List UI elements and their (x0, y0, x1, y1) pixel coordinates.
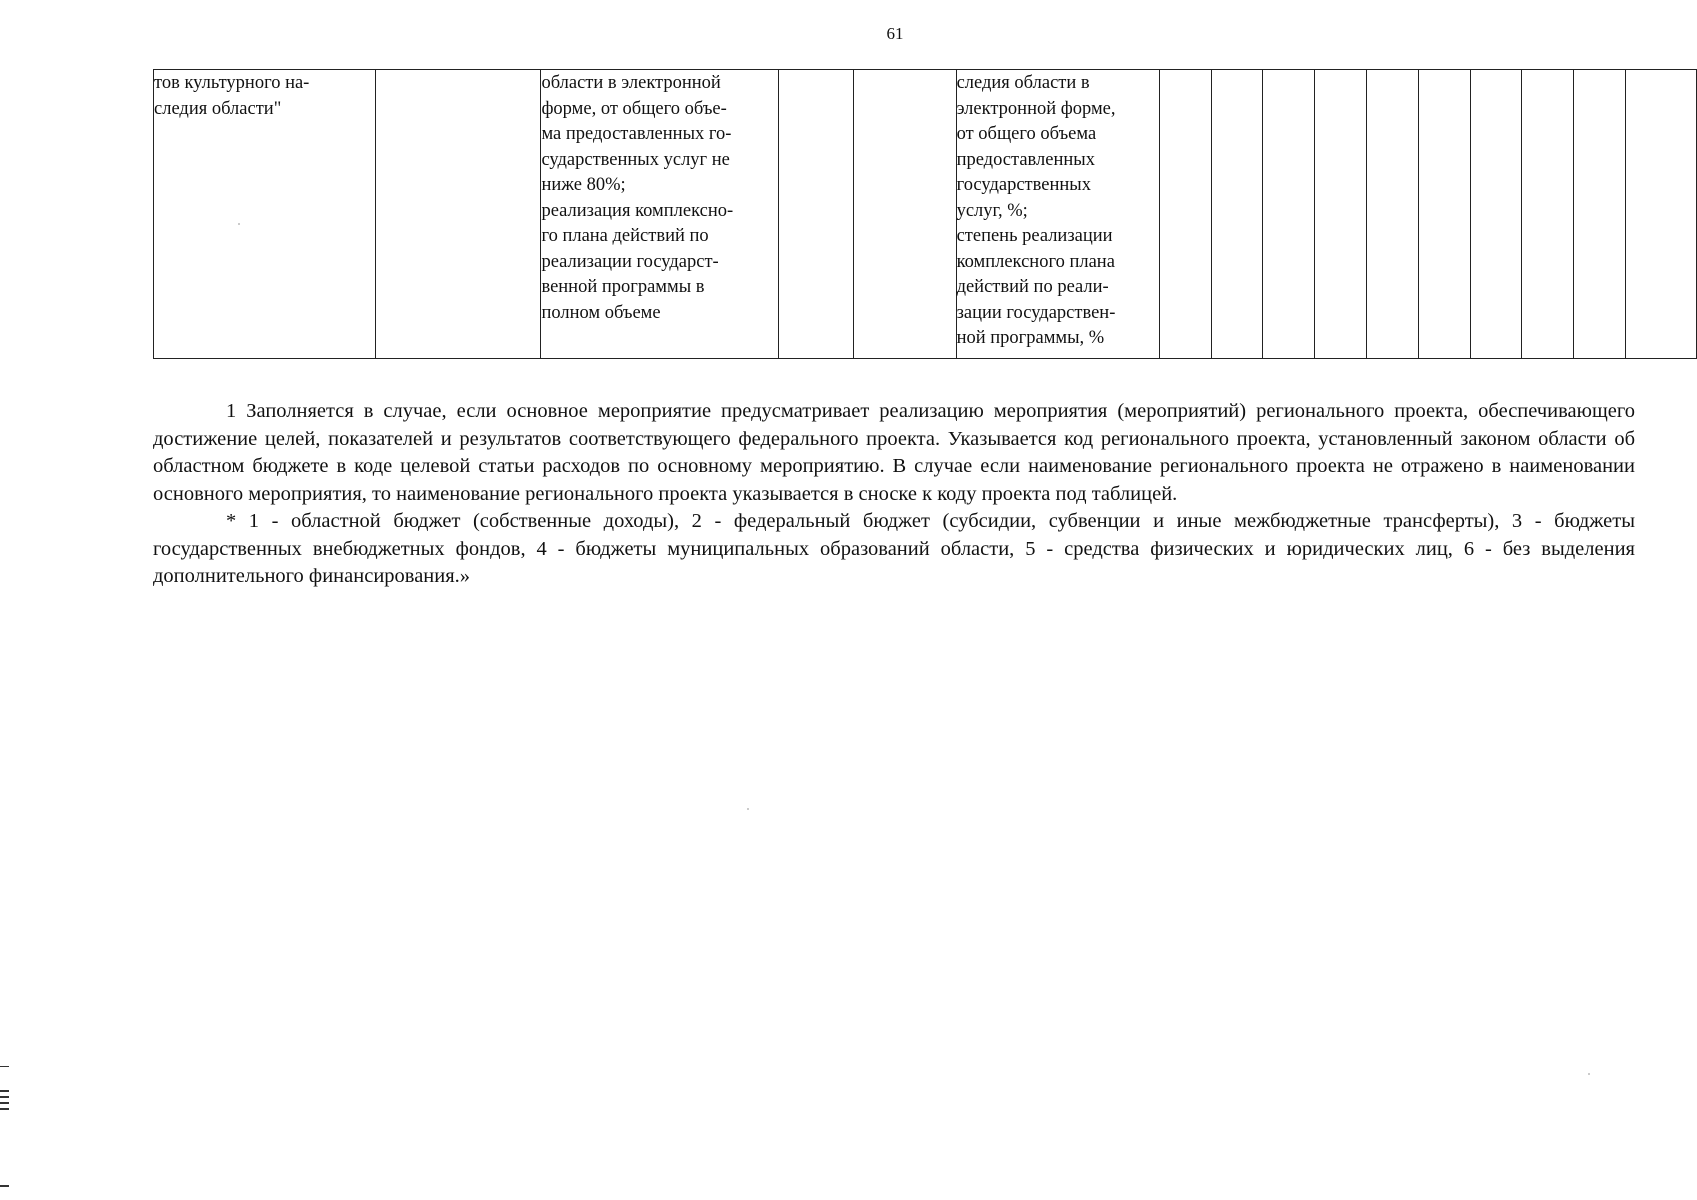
scan-mark (0, 1066, 9, 1067)
footnote-funding-sources: * 1 - областной бюджет (собственные доходы), 2 - федеральный бюджет (субсидии, субвенции и иные межбюджетные трансферты), 3 - бюджеты государственных внебюджетных фондов, 4 - бюджеты муниципальных образований области, 5 - средства физических и юридических лиц, 6 - без выделения дополнительного финансирования.» (153, 510, 1635, 587)
footnotes (153, 398, 1635, 591)
scan-mark (0, 1185, 9, 1187)
table-cell (1418, 70, 1470, 359)
table-row (154, 70, 1697, 359)
scan-mark (0, 1108, 9, 1110)
scan-dust (1588, 1073, 1590, 1075)
table-cell (1574, 70, 1626, 359)
table-cell (853, 70, 956, 359)
scan-mark (0, 1102, 9, 1104)
table-cell (1263, 70, 1315, 359)
table-cell (1159, 70, 1211, 359)
table-cell-expected-result: области в электронной форме, от общего объе- ма предоставленных го- сударственных услуг не ниже 80%; реализация комплексно- го плана действий по реализации государст- венной программы в полном объеме (541, 70, 779, 359)
table-cell (1625, 70, 1696, 359)
table-cell (1315, 70, 1367, 359)
footnote-1: 1 Заполняется в случае, если основное мероприятие предусматривает реализацию мероприятия (мероприятий) регионального проекта, обеспечивающего достижение целей, показателей и результатов соответствующего федерального проекта. Указывается код регионального проекта, установленный законом области об областном бюджете в коде целевой статьи расходов по основному мероприятию. В случае если наименование регионального проекта не отражено в наименовании основного мероприятия, то наименование регионального проекта указывается в сноске к коду проекта под таблицей. (153, 400, 1635, 505)
table-cell (375, 70, 541, 359)
table-cell-indicator: следия области в электронной форме, от общего объема предоставленных государственных услуг, %; степень реализации комплексного плана действий по реали- зации государствен- ной программы, % (956, 70, 1159, 359)
table-cell (1522, 70, 1574, 359)
table-cell (1366, 70, 1418, 359)
table-cell-event-name: тов культурного на- следия области" (154, 70, 376, 359)
scan-mark (0, 1090, 9, 1092)
scan-mark (0, 1096, 9, 1098)
table-cell (779, 70, 854, 359)
scan-dust (747, 808, 749, 810)
table-cell (1470, 70, 1522, 359)
page-number: 61 (886, 24, 904, 43)
scan-dust (238, 223, 240, 225)
table-cell (1211, 70, 1263, 359)
continuation-table (153, 69, 1697, 359)
